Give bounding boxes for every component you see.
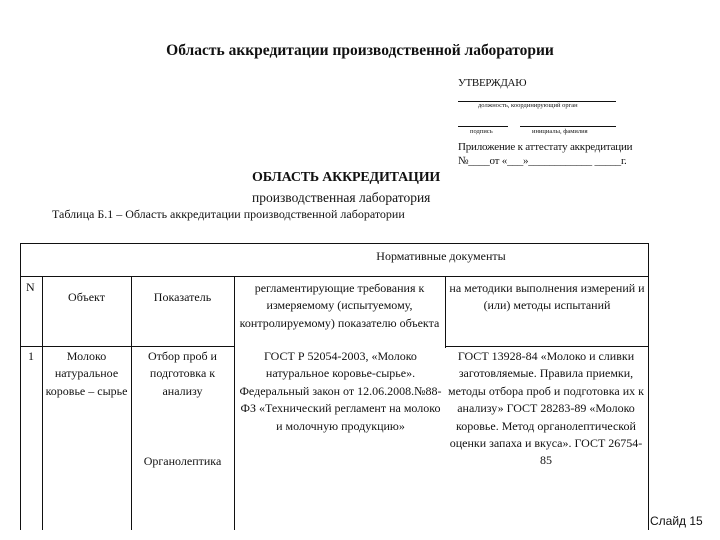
header-indicator-cell: Показатель bbox=[153, 290, 212, 304]
signature-caption: подпись bbox=[470, 128, 493, 135]
appendix-line-2: №____от «___»____________ _____г. bbox=[458, 155, 627, 167]
approve-label: УТВЕРЖДАЮ bbox=[458, 77, 527, 89]
table-col-divider-n bbox=[42, 276, 43, 530]
signature-line bbox=[458, 126, 508, 127]
table-caption: Таблица Б.1 – Область аккредитации производственной лаборатории bbox=[52, 207, 405, 221]
name-line bbox=[520, 126, 616, 127]
table-right-border bbox=[648, 243, 649, 530]
name-caption: инициалы, фамилия bbox=[532, 128, 588, 135]
table-col-divider-object bbox=[131, 276, 132, 530]
row-object-cell: Молоко натуральное коровье – сырье bbox=[45, 349, 128, 398]
row-requirements-cell: ГОСТ Р 52054-2003, «Молоко натуральное коровье-сырье». Федеральный закон от 12.06.2008.№88-ФЗ «Технический регламент на молоко и молочную продукцию» bbox=[239, 349, 442, 433]
table-header-bottom-border-right bbox=[445, 346, 648, 347]
header-requirements-cell: регламентирующие требования к измеряемому (испытуемому, контролируемому) показателю объекта bbox=[239, 281, 440, 330]
table-col-divider-indicator bbox=[234, 276, 235, 530]
row-indicator-cell: Отбор проб и подготовка к анализу bbox=[148, 349, 217, 398]
header-n-cell: N bbox=[26, 280, 35, 294]
header-methods-cell: на методики выполнения измерений и (или) методы испытаний bbox=[449, 281, 645, 313]
table-top-border bbox=[20, 243, 648, 244]
row-n-cell: 1 bbox=[28, 349, 34, 363]
slide-number: Слайд 15 bbox=[650, 514, 703, 528]
document-title: ОБЛАСТЬ АККРЕДИТАЦИИ bbox=[252, 170, 441, 185]
row-methods-cell: ГОСТ 13928-84 «Молоко и сливки заготовляемые. Правила приемки, методы отбора проб и подготовка их к анализу» ГОСТ 28283-89 «Молоко коровье. Метод органолептической оценки запаха и вкуса». ГОСТ 26754-85 bbox=[448, 349, 644, 468]
position-caption: должность, координирующий орган bbox=[478, 102, 578, 109]
appendix-line-1: Приложение к аттестату аккредитации bbox=[458, 141, 633, 153]
page-title: Область аккредитации производственной лаборатории bbox=[166, 42, 554, 59]
table-col-divider-requirements bbox=[445, 276, 446, 348]
row-indicator-organoleptic-cell: Органолептика bbox=[143, 454, 222, 468]
appendix-note bbox=[458, 140, 632, 168]
header-object-cell: Объект bbox=[68, 290, 105, 304]
header-group-cell: Нормативные документы bbox=[376, 249, 506, 263]
table-header-bottom-border-left bbox=[20, 346, 234, 347]
table-header-group-border bbox=[20, 276, 648, 277]
document-subtitle: производственная лаборатория bbox=[252, 190, 431, 205]
